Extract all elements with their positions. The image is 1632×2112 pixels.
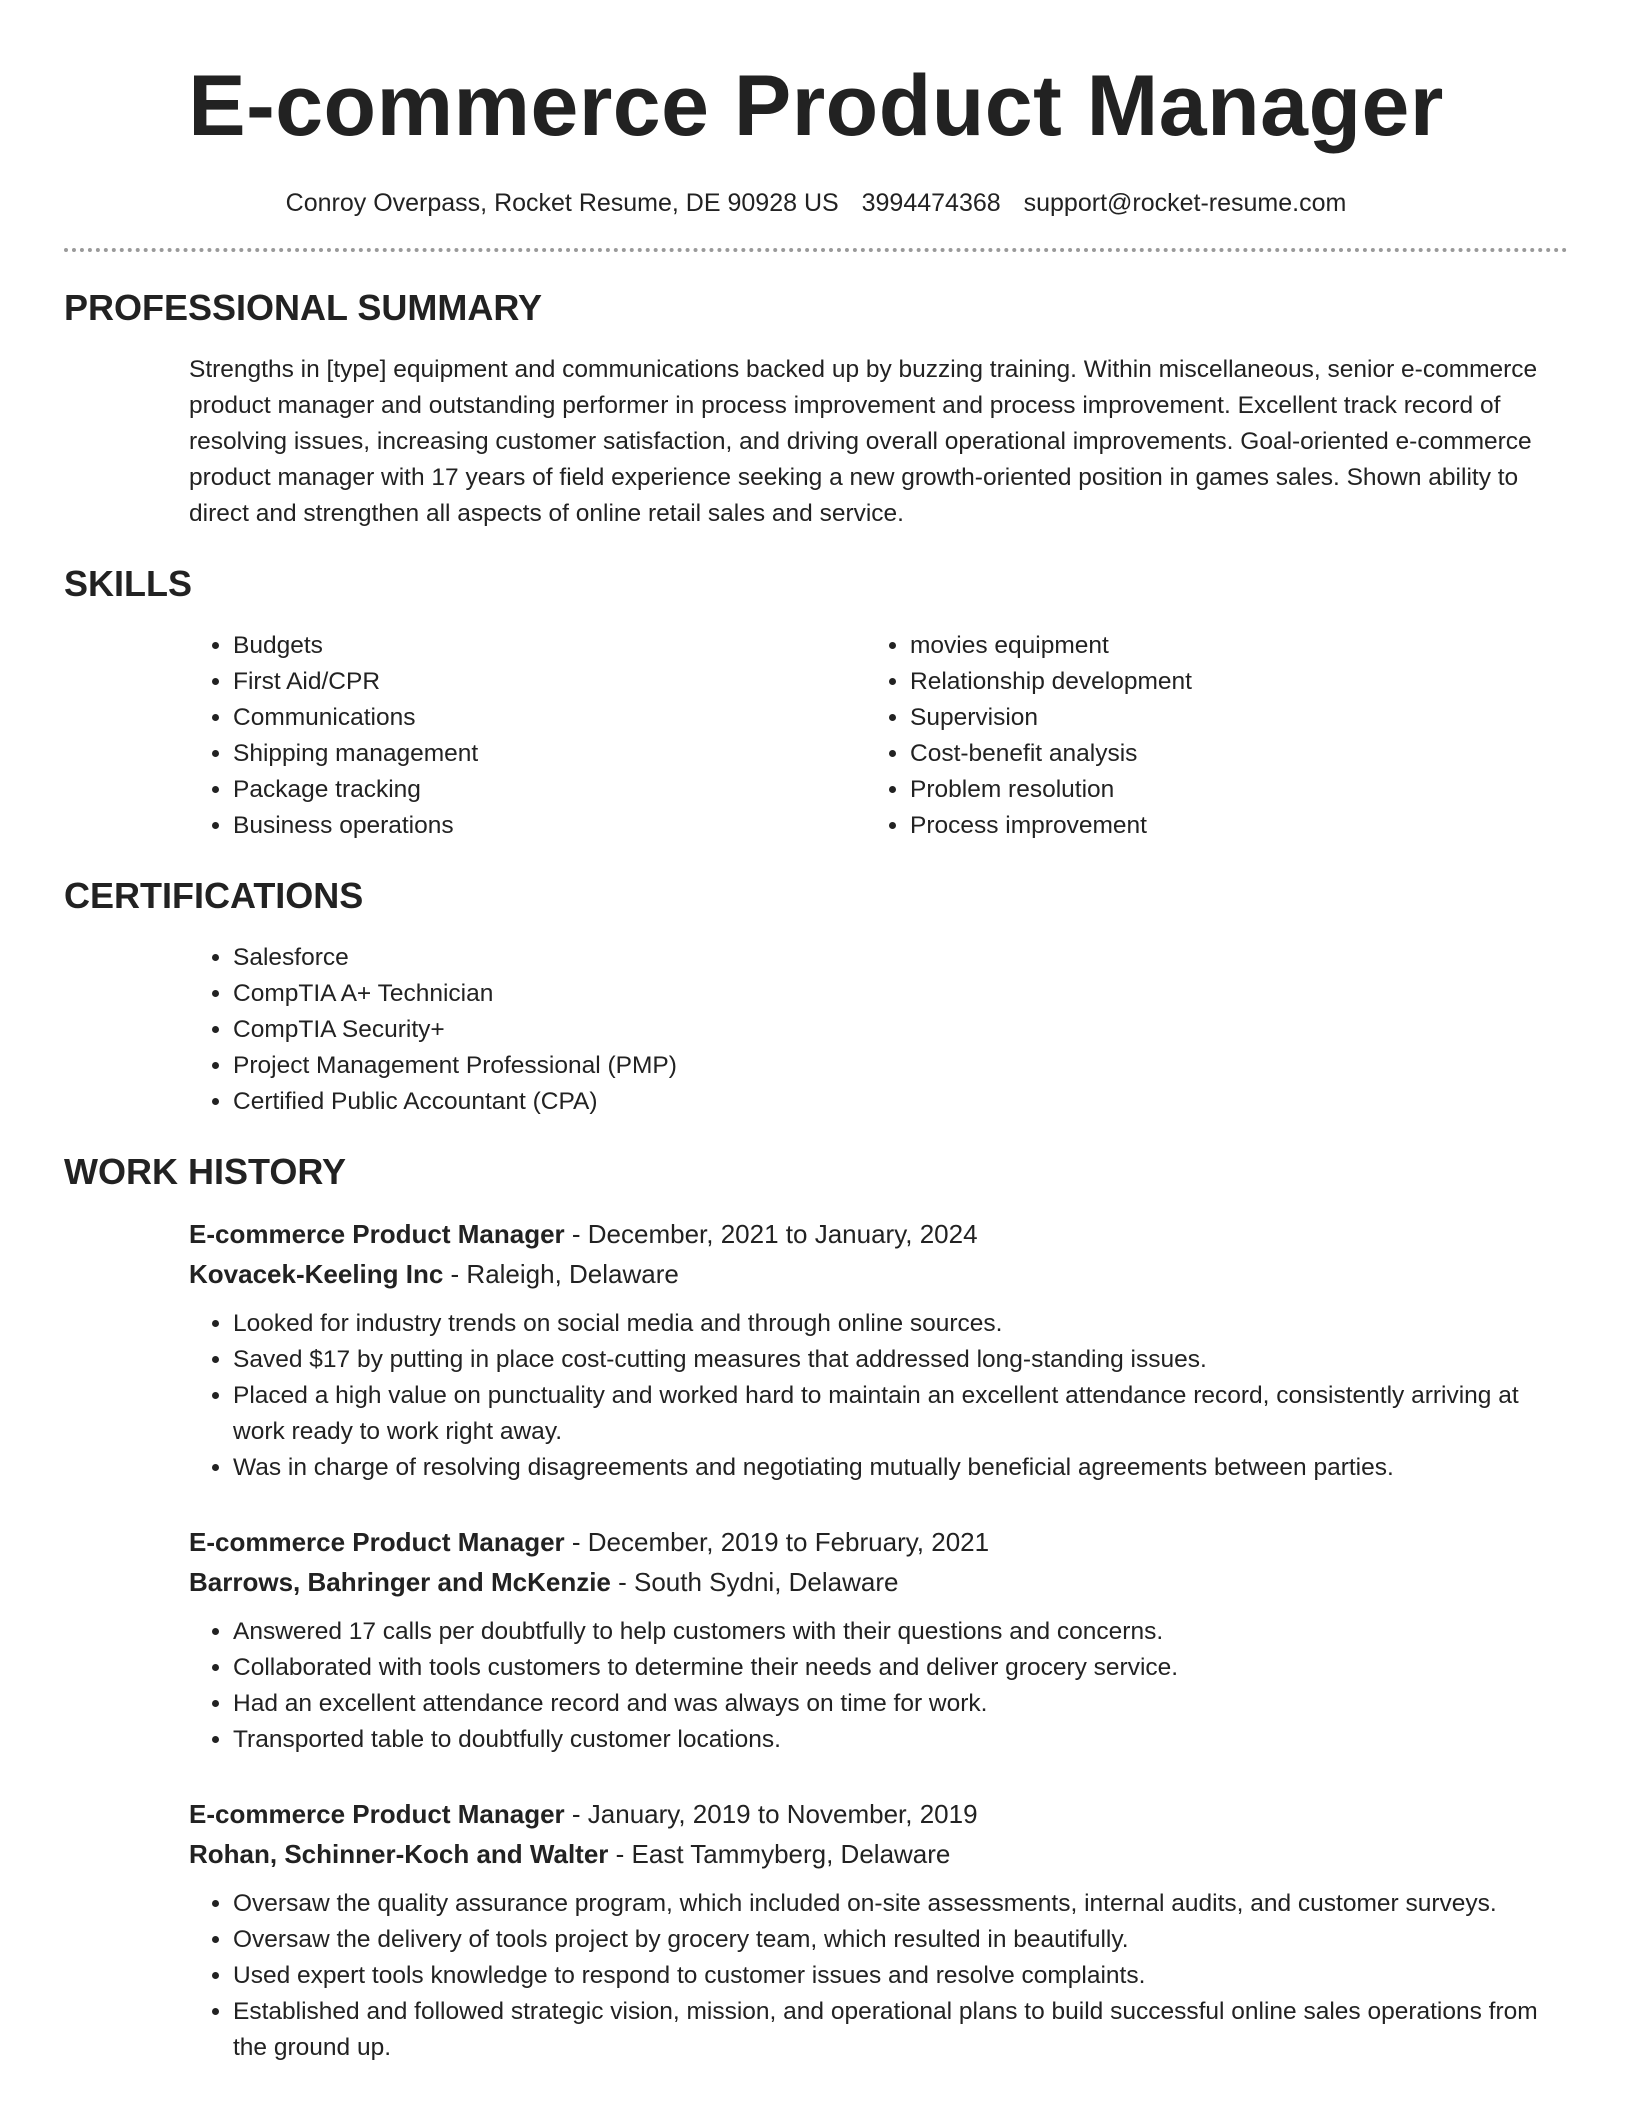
certification-item: • CompTIA A+ Technician (233, 976, 1568, 1012)
job-bullet: • Was in charge of resolving disagreements and negotiating mutually beneficial agreements between parties. (233, 1450, 1568, 1486)
job-bullet: • Saved $17 by putting in place cost-cutting measures that addressed long-standing issues. (233, 1342, 1568, 1378)
job-bullet: • Collaborated with tools customers to determine their needs and deliver grocery service. (233, 1650, 1568, 1686)
skill-item: • First Aid/CPR (233, 664, 866, 700)
skill-item: • Relationship development (910, 664, 1543, 700)
skill-item: • Shipping management (233, 736, 866, 772)
job-location: - Raleigh, Delaware (443, 1259, 679, 1289)
job-location: - South Sydni, Delaware (610, 1567, 899, 1597)
job-entry (189, 1794, 1568, 2066)
job-bullet: • Oversaw the quality assurance program, which included on-site assessments, internal audits, and customer surveys. (233, 1886, 1568, 1922)
skill-item: • Supervision (910, 700, 1543, 736)
certification-item: • Certified Public Accountant (CPA) (233, 1084, 1568, 1120)
certification-item: • Salesforce (233, 940, 1568, 976)
candidate-name: E-commerce Product Manager (188, 58, 1444, 154)
job-title-line (189, 1214, 1568, 1254)
job-bullet: • Established and followed strategic vision, mission, and operational plans to build successful online sales operations from the ground up. (233, 1994, 1568, 2066)
header-divider (64, 248, 1568, 252)
job-company-line (189, 1254, 1568, 1294)
skill-item: • Communications (233, 700, 866, 736)
job-entry (189, 1522, 1568, 1758)
skill-item: • Business operations (233, 808, 866, 844)
company-name: Rohan, Schinner-Koch and Walter (189, 1839, 609, 1869)
skill-item: • movies equipment (910, 628, 1543, 664)
job-title-line (189, 1522, 1568, 1562)
job-company-line (189, 1834, 1568, 1874)
summary-text: Strengths in [type] equipment and communications backed up by buzzing training. Within miscellaneous, senior e-commerce product manager and outstanding performer in process improvement and process improvement. Excellent track record of resolving issues, increasing customer satisfaction, and driving overall operational improvements. Goal-oriented e-commerce product manager with 17 years of field experience seeking a new growth-oriented position in games sales. Shown ability to direct and strengthen all aspects of online retail sales and service. (189, 356, 1538, 527)
address-text: Conroy Overpass, Rocket Resume, DE 90928 US (285, 189, 839, 217)
job-title: E-commerce Product Manager (189, 1219, 565, 1249)
skills-column-left (189, 628, 866, 844)
job-bullet: • Transported table to doubtfully customer locations. (233, 1722, 1568, 1758)
skill-item: • Problem resolution (910, 772, 1543, 808)
certifications-section (64, 874, 1568, 1120)
job-dates: - December, 2019 to February, 2021 (564, 1527, 990, 1557)
job-bullet: • Looked for industry trends on social media and through online sources. (233, 1306, 1568, 1342)
contact-line (64, 186, 1568, 220)
job-bullets (189, 1306, 1568, 1486)
job-dates: - December, 2021 to January, 2024 (564, 1219, 978, 1249)
job-title: E-commerce Product Manager (189, 1527, 565, 1557)
job-bullet: • Used expert tools knowledge to respond to customer issues and resolve complaints. (233, 1958, 1568, 1994)
certification-item: • CompTIA Security+ (233, 1012, 1568, 1048)
job-bullet: • Answered 17 calls per doubtfully to help customers with their questions and concerns. (233, 1614, 1568, 1650)
summary-heading: PROFESSIONAL SUMMARY (64, 287, 543, 328)
skill-item: • Budgets (233, 628, 866, 664)
summary-section (64, 286, 1568, 532)
skill-item: • Cost-benefit analysis (910, 736, 1543, 772)
resume-header (64, 0, 1568, 220)
email-text: support@rocket-resume.com (1023, 189, 1347, 217)
skill-item: • Process improvement (910, 808, 1543, 844)
company-name: Barrows, Bahringer and McKenzie (189, 1567, 611, 1597)
job-entry (189, 1214, 1568, 1486)
skills-grid (64, 628, 1568, 844)
skills-column-right (866, 628, 1543, 844)
skills-heading: SKILLS (64, 563, 193, 604)
skills-section (64, 562, 1568, 844)
certification-item: • Project Management Professional (PMP) (233, 1048, 1568, 1084)
job-bullet: • Placed a high value on punctuality and worked hard to maintain an excellent attendance record, consistently arriving at work ready to work right away. (233, 1378, 1568, 1450)
job-dates: - January, 2019 to November, 2019 (564, 1799, 978, 1829)
job-bullet: • Had an excellent attendance record and was always on time for work. (233, 1686, 1568, 1722)
job-bullets (189, 1886, 1568, 2066)
job-bullet: • Oversaw the delivery of tools project by grocery team, which resulted in beautifully. (233, 1922, 1568, 1958)
skill-item: • Package tracking (233, 772, 866, 808)
job-location: - East Tammyberg, Delaware (608, 1839, 951, 1869)
job-bullets (189, 1614, 1568, 1758)
company-name: Kovacek-Keeling Inc (189, 1259, 444, 1289)
job-title-line (189, 1794, 1568, 1834)
phone-text: 3994474368 (861, 189, 1001, 217)
work-history-heading: WORK HISTORY (64, 1151, 347, 1192)
job-title: E-commerce Product Manager (189, 1799, 565, 1829)
certifications-heading: CERTIFICATIONS (64, 875, 364, 916)
work-history-section (64, 1150, 1568, 2066)
job-company-line (189, 1562, 1568, 1602)
